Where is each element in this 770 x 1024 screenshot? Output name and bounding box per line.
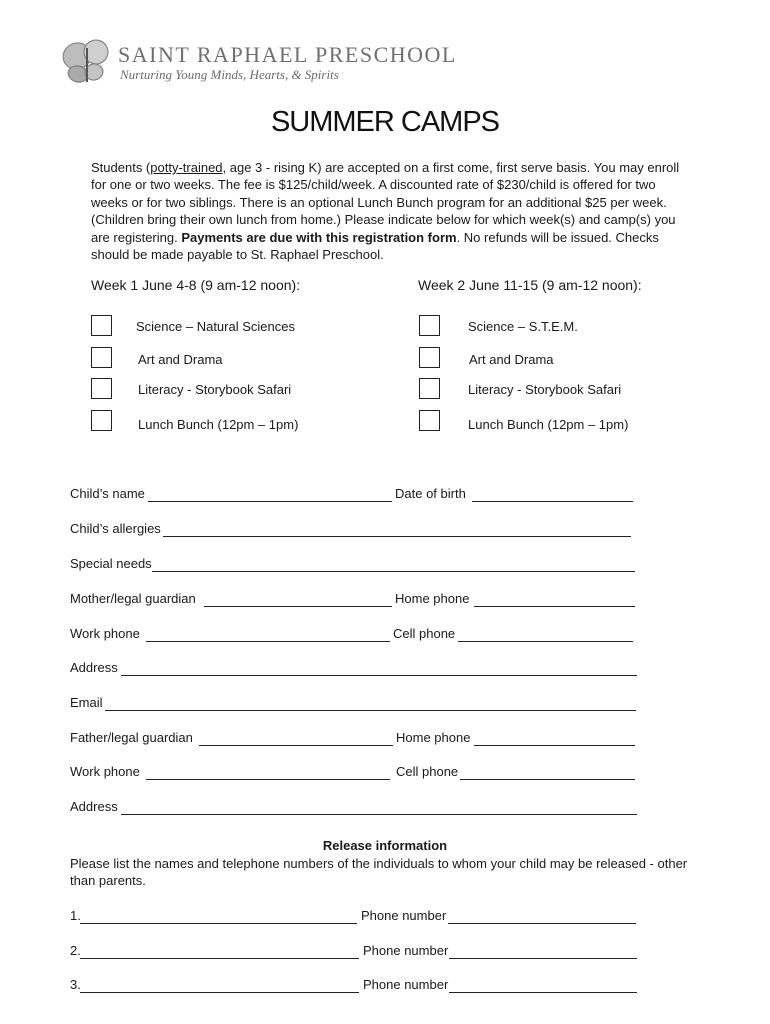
release-row-1-phone-field[interactable]: [448, 923, 636, 924]
intro-potty-trained: potty-trained: [150, 160, 223, 175]
week2-lunch-checkbox[interactable]: [419, 410, 440, 431]
page-title: SUMMER CAMPS: [270, 106, 500, 138]
childs-allergies-field[interactable]: [163, 536, 631, 537]
week1-literacy-label: Literacy - Storybook Safari: [138, 382, 292, 397]
father-guardian-label: Father/legal guardian: [70, 730, 193, 745]
release-row-2-phone-label: Phone number: [363, 943, 449, 958]
email-field[interactable]: [105, 710, 636, 711]
school-name: SAINT RAPHAEL PRESCHOOL: [118, 42, 457, 67]
childs-name-label: Child’s name: [70, 486, 145, 501]
intro-payment-note: Payments are due with this registration form: [181, 229, 457, 245]
date-of-birth-field[interactable]: [472, 501, 633, 502]
release-row-3-phone-field[interactable]: [449, 992, 637, 993]
week2-literacy-label: Literacy - Storybook Safari: [468, 382, 622, 397]
week1-title: Week 1 June 4-8 (9 am-12 noon):: [91, 277, 301, 293]
week2-title: Week 2 June 11-15 (9 am-12 noon):: [418, 277, 642, 293]
father-address-label: Address: [70, 799, 118, 814]
week2-literacy-checkbox[interactable]: [419, 378, 440, 399]
week1-lunch-checkbox[interactable]: [91, 410, 112, 431]
mother-work-phone-label: Work phone: [70, 626, 140, 641]
intro-paragraph: [91, 159, 691, 263]
week2-science-label: Science – S.T.E.M.: [468, 319, 578, 334]
mother-home-phone-field[interactable]: [474, 606, 635, 607]
week1-science-label: Science – Natural Sciences: [136, 319, 295, 334]
butterfly-icon: [60, 38, 112, 93]
release-row-3-label: 3.: [70, 977, 81, 992]
release-row-1-name-field[interactable]: [80, 923, 357, 924]
mother-cell-phone-label: Cell phone: [393, 626, 456, 641]
release-row-2-label: 2.: [70, 943, 81, 958]
father-home-phone-label: Home phone: [396, 730, 471, 745]
father-work-phone-field[interactable]: [146, 779, 390, 780]
release-row-3-name-field[interactable]: [80, 992, 359, 993]
release-row-1-label: 1.: [70, 908, 81, 923]
week1-art-checkbox[interactable]: [91, 347, 112, 368]
date-of-birth-label: Date of birth: [395, 486, 466, 501]
release-row-2-name-field[interactable]: [80, 958, 359, 959]
release-heading: Release information: [322, 838, 448, 853]
release-row-1-phone-label: Phone number: [361, 908, 447, 923]
father-cell-phone-field[interactable]: [460, 779, 635, 780]
childs-allergies-label: Child’s allergies: [70, 521, 161, 536]
intro-text-1: Students (: [91, 160, 151, 175]
mother-address-field[interactable]: [121, 675, 637, 676]
week2-science-checkbox[interactable]: [419, 315, 440, 336]
week1-lunch-label: Lunch Bunch (12pm – 1pm): [138, 417, 299, 432]
email-label: Email: [70, 695, 103, 710]
school-tagline: Nurturing Young Minds, Hearts, & Spirits: [120, 67, 339, 82]
mother-home-phone-label: Home phone: [395, 591, 470, 606]
father-guardian-field[interactable]: [199, 745, 393, 746]
mother-guardian-field[interactable]: [204, 606, 392, 607]
mother-guardian-label: Mother/legal guardian: [70, 591, 196, 606]
release-row-2-phone-field[interactable]: [449, 958, 637, 959]
special-needs-label: Special needs: [70, 556, 152, 571]
father-work-phone-label: Work phone: [70, 764, 140, 779]
release-row-3-phone-label: Phone number: [363, 977, 449, 992]
childs-name-field[interactable]: [148, 501, 392, 502]
release-text: Please list the names and telephone numbers of the individuals to whom your child may be released - other than parents.: [70, 856, 688, 889]
mother-address-label: Address: [70, 660, 118, 675]
week1-science-checkbox[interactable]: [91, 315, 112, 336]
week2-art-label: Art and Drama: [469, 352, 554, 367]
mother-work-phone-field[interactable]: [146, 641, 390, 642]
father-address-field[interactable]: [121, 814, 637, 815]
father-cell-phone-label: Cell phone: [396, 764, 459, 779]
father-home-phone-field[interactable]: [474, 745, 635, 746]
week1-literacy-checkbox[interactable]: [91, 378, 112, 399]
intro-text-3: . No refunds will be issued. Checks should be made payable to St. Raphael Preschool.: [91, 229, 659, 263]
intro-text-2: , age 3 - rising K) are accepted on a first come, first serve basis. You may enroll for one or two weeks. The fee is $125/child/week. A discounted rate of $230/child is offered for two weeks or for two siblings. There is an optional Lunch Bunch program for an additional $25 per week. (Children bring their own lunch from home.) Please indicate below for which week(s) and camp(s) you are registering.: [91, 160, 680, 245]
mother-cell-phone-field[interactable]: [458, 641, 633, 642]
week1-art-label: Art and Drama: [138, 352, 223, 367]
week2-lunch-label: Lunch Bunch (12pm – 1pm): [468, 417, 629, 432]
special-needs-field[interactable]: [152, 571, 635, 572]
week2-art-checkbox[interactable]: [419, 347, 440, 368]
